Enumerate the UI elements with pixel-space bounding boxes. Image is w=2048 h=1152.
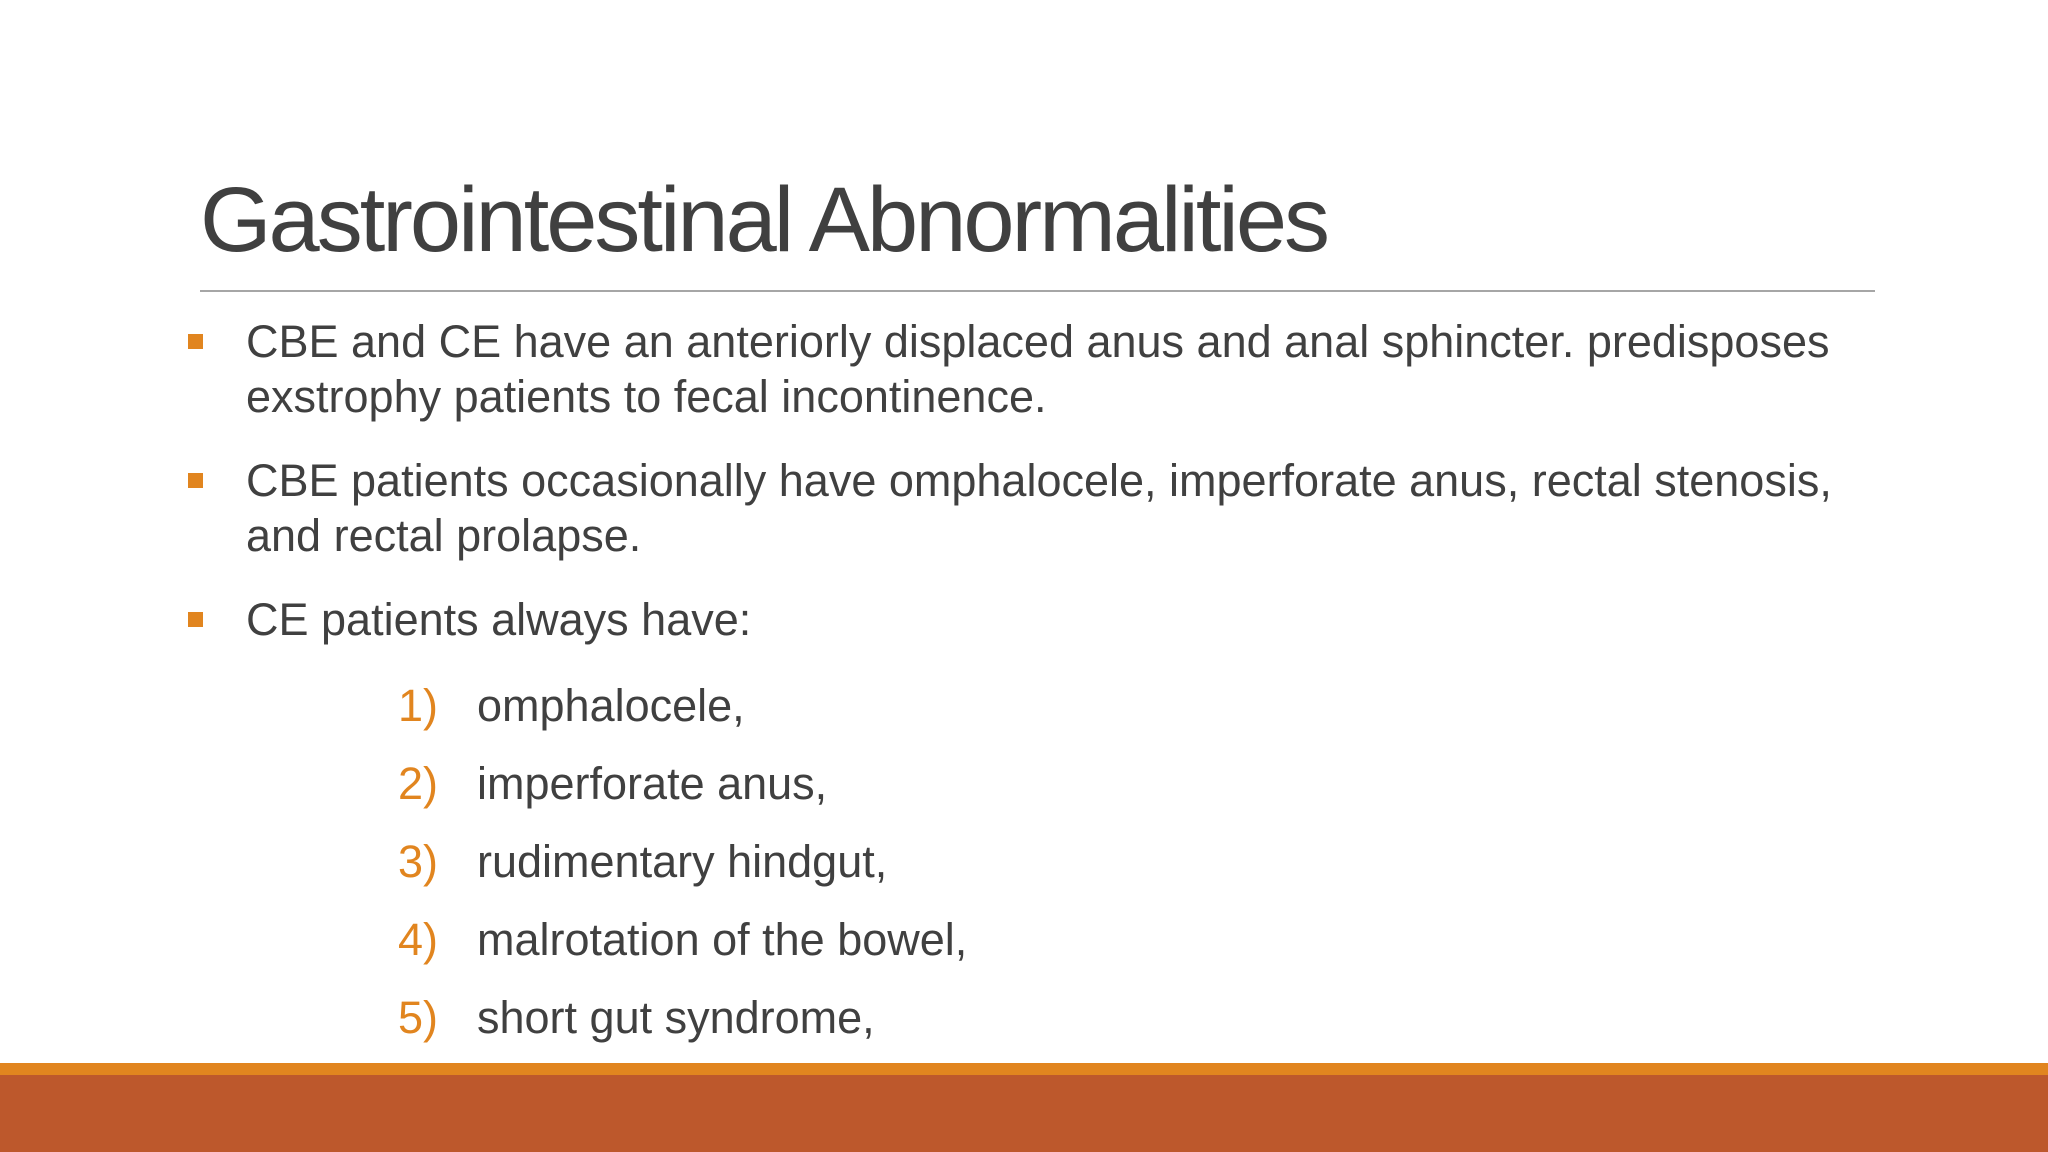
- item-text: rudimentary hindgut,: [477, 836, 888, 887]
- numbered-item: [398, 986, 967, 1064]
- numbered-item: [398, 830, 967, 908]
- item-text: short gut syndrome,: [477, 992, 875, 1043]
- bullet-item: [186, 314, 1886, 424]
- bullet-item: [186, 592, 1886, 647]
- item-text: imperforate anus,: [477, 758, 828, 809]
- square-bullet-icon: [188, 473, 203, 488]
- footer-accent-stripe: [0, 1063, 2048, 1075]
- bullet-text: CE patients always have:: [246, 594, 752, 645]
- bullet-list: [186, 314, 1886, 647]
- slide-title: Gastrointestinal Abnormalities: [200, 169, 1328, 271]
- item-number: 4): [398, 914, 439, 965]
- numbered-item: [398, 908, 967, 986]
- square-bullet-icon: [188, 612, 203, 627]
- numbered-item: [398, 752, 967, 830]
- footer-band: [0, 1075, 2048, 1152]
- bullet-text: CBE and CE have an anteriorly displaced anus and anal sphincter. predisposes exstrophy patients to fecal incontinence.: [246, 316, 1830, 422]
- bullet-item: [186, 453, 1886, 563]
- item-number: 5): [398, 992, 439, 1043]
- item-text: malrotation of the bowel,: [477, 914, 968, 965]
- item-text: omphalocele,: [477, 680, 745, 731]
- numbered-item: [398, 674, 967, 752]
- bullet-text: CBE patients occasionally have omphalocele, imperforate anus, rectal stenosis, and rectal prolapse.: [246, 455, 1832, 561]
- item-number: 2): [398, 758, 439, 809]
- square-bullet-icon: [188, 334, 203, 349]
- title-divider: [200, 290, 1875, 292]
- item-number: 1): [398, 680, 439, 731]
- numbered-sublist: [398, 674, 967, 1064]
- item-number: 3): [398, 836, 439, 887]
